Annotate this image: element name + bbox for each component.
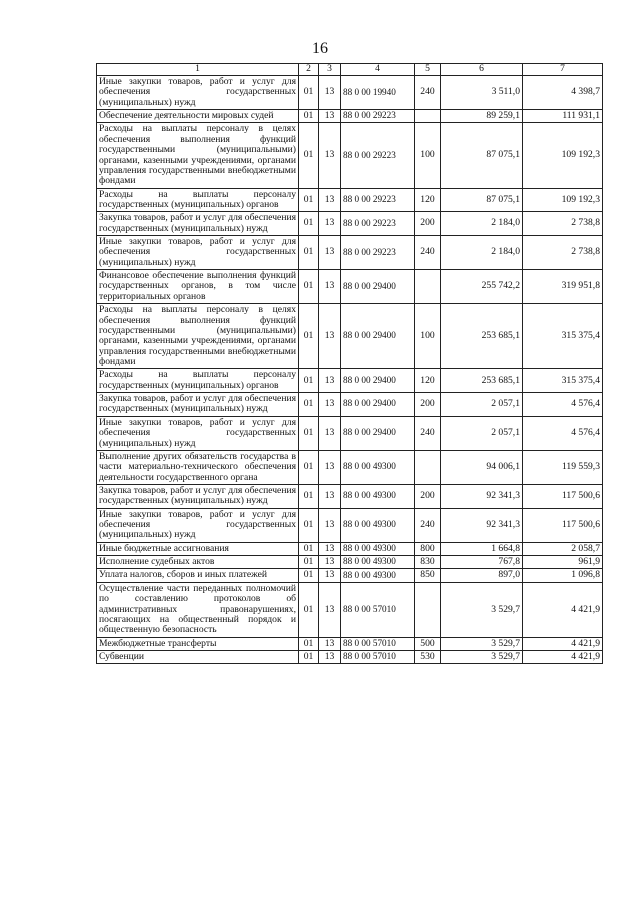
amount-col7-cell: 109 192,3: [523, 123, 603, 188]
header-cell-7: 7: [523, 64, 603, 76]
section-code-cell: 01: [299, 270, 319, 304]
subsection-code-cell: 13: [319, 650, 341, 663]
subsection-code-cell: 13: [319, 270, 341, 304]
target-article-cell: 88 0 00 29223: [341, 188, 415, 212]
subsection-code-cell: 13: [319, 393, 341, 417]
table-row: [97, 76, 603, 110]
target-article-cell: 88 0 00 57010: [341, 637, 415, 650]
amount-col6-cell: 3 529,7: [441, 650, 523, 663]
expense-type-cell: 120: [415, 188, 441, 212]
section-code-cell: 01: [299, 650, 319, 663]
item-name-cell: Иные закупки товаров, работ и услуг для обеспечения государственных (муниципальных) нужд: [97, 76, 299, 110]
expense-type-cell: 830: [415, 556, 441, 569]
expense-type-cell: 530: [415, 650, 441, 663]
header-cell-6: 6: [441, 64, 523, 76]
table-row: [97, 304, 603, 369]
subsection-code-cell: 13: [319, 450, 341, 484]
amount-col6-cell: 2 057,1: [441, 393, 523, 417]
section-code-cell: 01: [299, 110, 319, 123]
table-row: [97, 416, 603, 450]
expense-type-cell: 240: [415, 416, 441, 450]
item-name-cell: Субвенции: [97, 650, 299, 663]
amount-col6-cell: 1 664,8: [441, 542, 523, 555]
expense-type-cell: 240: [415, 236, 441, 270]
amount-col6-cell: 897,0: [441, 569, 523, 582]
page-number: 16: [312, 40, 328, 57]
amount-col6-cell: 94 006,1: [441, 450, 523, 484]
expense-type-cell: 800: [415, 542, 441, 555]
table-row: [97, 188, 603, 212]
amount-col6-cell: 87 075,1: [441, 188, 523, 212]
header-cell-3: 3: [319, 64, 341, 76]
table-row: [97, 650, 603, 663]
target-article-cell: 88 0 00 29400: [341, 393, 415, 417]
amount-col6-cell: 89 259,1: [441, 110, 523, 123]
item-name-cell: Осуществление части переданных полномочий по составлению протоколов об административных правонарушениях, посягающих на общественный порядок и общественную безопасность: [97, 582, 299, 637]
header-cell-1: 1: [97, 64, 299, 76]
item-name-cell: Исполнение судебных актов: [97, 556, 299, 569]
table-row: [97, 450, 603, 484]
item-name-cell: Иные закупки товаров, работ и услуг для обеспечения государственных (муниципальных) нужд: [97, 236, 299, 270]
amount-col6-cell: 3 529,7: [441, 637, 523, 650]
amount-col7-cell: 961,9: [523, 556, 603, 569]
table-row: [97, 542, 603, 555]
header-cell-5: 5: [415, 64, 441, 76]
item-name-cell: Закупка товаров, работ и услуг для обеспечения государственных (муниципальных) нужд: [97, 393, 299, 417]
amount-col6-cell: 2 184,0: [441, 212, 523, 236]
amount-col7-cell: 4 576,4: [523, 416, 603, 450]
expense-type-cell: 120: [415, 369, 441, 393]
target-article-cell: 88 0 00 49300: [341, 556, 415, 569]
amount-col7-cell: 319 951,8: [523, 270, 603, 304]
amount-col7-cell: 2 738,8: [523, 236, 603, 270]
table-row: [97, 110, 603, 123]
subsection-code-cell: 13: [319, 369, 341, 393]
amount-col7-cell: 4 421,9: [523, 637, 603, 650]
target-article-cell: 88 0 00 29223: [341, 123, 415, 188]
table-row: [97, 270, 603, 304]
amount-col7-cell: 4 576,4: [523, 393, 603, 417]
expense-type-cell: 100: [415, 304, 441, 369]
subsection-code-cell: 13: [319, 508, 341, 542]
subsection-code-cell: 13: [319, 304, 341, 369]
subsection-code-cell: 13: [319, 569, 341, 582]
section-code-cell: 01: [299, 569, 319, 582]
table-row: [97, 393, 603, 417]
item-name-cell: Выполнение других обязательств государства в части материально-технического обеспечения деятельности государственного органа: [97, 450, 299, 484]
subsection-code-cell: 13: [319, 236, 341, 270]
header-cell-2: 2: [299, 64, 319, 76]
section-code-cell: 01: [299, 393, 319, 417]
expense-type-cell: [415, 450, 441, 484]
amount-col6-cell: 3 511,0: [441, 76, 523, 110]
target-article-cell: 88 0 00 29400: [341, 270, 415, 304]
item-name-cell: Уплата налогов, сборов и иных платежей: [97, 569, 299, 582]
amount-col7-cell: 117 500,6: [523, 508, 603, 542]
amount-col6-cell: 87 075,1: [441, 123, 523, 188]
subsection-code-cell: 13: [319, 637, 341, 650]
section-code-cell: 01: [299, 582, 319, 637]
expense-type-cell: 200: [415, 393, 441, 417]
section-code-cell: 01: [299, 76, 319, 110]
subsection-code-cell: 13: [319, 542, 341, 555]
amount-col7-cell: 4 421,9: [523, 650, 603, 663]
table-row: [97, 236, 603, 270]
amount-col6-cell: 255 742,2: [441, 270, 523, 304]
target-article-cell: 88 0 00 29223: [341, 212, 415, 236]
expense-type-cell: 200: [415, 484, 441, 508]
item-name-cell: Расходы на выплаты персоналу государственных (муниципальных) органов: [97, 369, 299, 393]
table-row: [97, 369, 603, 393]
section-code-cell: 01: [299, 542, 319, 555]
table-row: [97, 556, 603, 569]
amount-col7-cell: 315 375,4: [523, 304, 603, 369]
section-code-cell: 01: [299, 450, 319, 484]
amount-col6-cell: 92 341,3: [441, 508, 523, 542]
amount-col6-cell: 253 685,1: [441, 369, 523, 393]
budget-table: [96, 63, 603, 664]
expense-type-cell: 240: [415, 76, 441, 110]
amount-col7-cell: 109 192,3: [523, 188, 603, 212]
header-cell-4: 4: [341, 64, 415, 76]
expense-type-cell: 240: [415, 508, 441, 542]
amount-col7-cell: 2 058,7: [523, 542, 603, 555]
target-article-cell: 88 0 00 29223: [341, 236, 415, 270]
item-name-cell: Обеспечение деятельности мировых судей: [97, 110, 299, 123]
target-article-cell: 88 0 00 49300: [341, 484, 415, 508]
subsection-code-cell: 13: [319, 123, 341, 188]
amount-col7-cell: 2 738,8: [523, 212, 603, 236]
expense-type-cell: 200: [415, 212, 441, 236]
amount-col6-cell: 2 184,0: [441, 236, 523, 270]
header-row: [97, 64, 603, 76]
table-body: [97, 76, 603, 664]
item-name-cell: Закупка товаров, работ и услуг для обеспечения государственных (муниципальных) нужд: [97, 212, 299, 236]
amount-col7-cell: 315 375,4: [523, 369, 603, 393]
subsection-code-cell: 13: [319, 556, 341, 569]
table-row: [97, 569, 603, 582]
target-article-cell: 88 0 00 29400: [341, 304, 415, 369]
amount-col7-cell: 1 096,8: [523, 569, 603, 582]
section-code-cell: 01: [299, 123, 319, 188]
amount-col7-cell: 111 931,1: [523, 110, 603, 123]
target-article-cell: 88 0 00 49300: [341, 508, 415, 542]
target-article-cell: 88 0 00 29400: [341, 416, 415, 450]
item-name-cell: Расходы на выплаты персоналу в целях обеспечения выполнения функций государственными (муниципальными) органами, казенными учреждениями, органами управления государственными внебюджетными фондами: [97, 123, 299, 188]
target-article-cell: 88 0 00 57010: [341, 650, 415, 663]
table-row: [97, 123, 603, 188]
section-code-cell: 01: [299, 416, 319, 450]
section-code-cell: 01: [299, 304, 319, 369]
table-row: [97, 637, 603, 650]
table-row: [97, 582, 603, 637]
expense-type-cell: [415, 110, 441, 123]
item-name-cell: Финансовое обеспечение выполнения функций государственных органов, в том числе территориальных органов: [97, 270, 299, 304]
target-article-cell: 88 0 00 57010: [341, 582, 415, 637]
amount-col6-cell: 3 529,7: [441, 582, 523, 637]
amount-col6-cell: 253 685,1: [441, 304, 523, 369]
amount-col7-cell: 4 421,9: [523, 582, 603, 637]
amount-col6-cell: 2 057,1: [441, 416, 523, 450]
expense-type-cell: [415, 270, 441, 304]
table-row: [97, 508, 603, 542]
item-name-cell: Иные бюджетные ассигнования: [97, 542, 299, 555]
subsection-code-cell: 13: [319, 110, 341, 123]
section-code-cell: 01: [299, 236, 319, 270]
subsection-code-cell: 13: [319, 582, 341, 637]
target-article-cell: 88 0 00 19940: [341, 76, 415, 110]
target-article-cell: 88 0 00 29400: [341, 369, 415, 393]
section-code-cell: 01: [299, 556, 319, 569]
amount-col6-cell: 767,8: [441, 556, 523, 569]
section-code-cell: 01: [299, 484, 319, 508]
target-article-cell: 88 0 00 29223: [341, 110, 415, 123]
amount-col7-cell: 119 559,3: [523, 450, 603, 484]
subsection-code-cell: 13: [319, 188, 341, 212]
expense-type-cell: [415, 582, 441, 637]
table-row: [97, 484, 603, 508]
expense-type-cell: 500: [415, 637, 441, 650]
subsection-code-cell: 13: [319, 484, 341, 508]
amount-col7-cell: 117 500,6: [523, 484, 603, 508]
amount-col6-cell: 92 341,3: [441, 484, 523, 508]
section-code-cell: 01: [299, 212, 319, 236]
section-code-cell: 01: [299, 637, 319, 650]
target-article-cell: 88 0 00 49300: [341, 542, 415, 555]
subsection-code-cell: 13: [319, 76, 341, 110]
expense-type-cell: 850: [415, 569, 441, 582]
section-code-cell: 01: [299, 369, 319, 393]
item-name-cell: Расходы на выплаты персоналу государственных (муниципальных) органов: [97, 188, 299, 212]
item-name-cell: Закупка товаров, работ и услуг для обеспечения государственных (муниципальных) нужд: [97, 484, 299, 508]
subsection-code-cell: 13: [319, 416, 341, 450]
subsection-code-cell: 13: [319, 212, 341, 236]
target-article-cell: 88 0 00 49300: [341, 450, 415, 484]
section-code-cell: 01: [299, 508, 319, 542]
table-row: [97, 212, 603, 236]
section-code-cell: 01: [299, 188, 319, 212]
target-article-cell: 88 0 00 49300: [341, 569, 415, 582]
item-name-cell: Иные закупки товаров, работ и услуг для обеспечения государственных (муниципальных) нужд: [97, 508, 299, 542]
item-name-cell: Расходы на выплаты персоналу в целях обеспечения выполнения функций государственными (муниципальными) органами, казенными учреждениями, органами управления государственными внебюджетными фондами: [97, 304, 299, 369]
item-name-cell: Иные закупки товаров, работ и услуг для обеспечения государственных (муниципальных) нужд: [97, 416, 299, 450]
expense-type-cell: 100: [415, 123, 441, 188]
item-name-cell: Межбюджетные трансферты: [97, 637, 299, 650]
amount-col7-cell: 4 398,7: [523, 76, 603, 110]
